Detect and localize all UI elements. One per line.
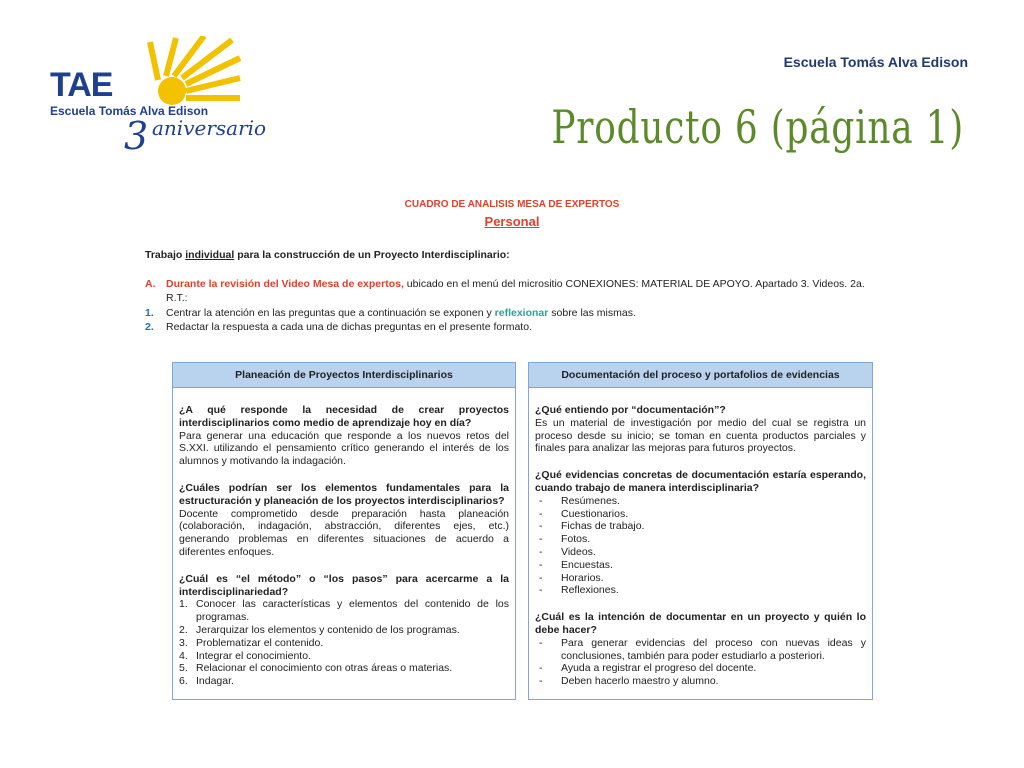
document-heading: CUADRO DE ANALISIS MESA DE EXPERTOS [404,199,620,210]
logo-school: Escuela Tomás Alva Edison [50,104,209,118]
documentation-panel-header: Documentación del proceso y portafolios de evidencias [529,363,872,388]
list-item: 6. Indagar. [179,675,234,688]
planning-panel [172,362,516,700]
list-item: - Encuestas. [539,558,613,571]
list-item: - Fichas de trabajo. [539,520,645,533]
list-item: 2. Jerarquizar los elementos y contenido de los programas. [179,623,460,636]
logo-anniversary-number: 3 [124,114,149,158]
work-title [145,248,885,263]
instruction-2-text: Redactar la respuesta a cada una de dichas preguntas en el presente formato. [166,321,532,333]
steps-list [179,598,509,688]
list-item: - Horarios. [539,571,604,584]
documentation-question-2: ¿Qué evidencias concretas de documentación estaría esperando, cuando trabajo de manera interdisciplinaria? [535,469,866,494]
list-item: - Deben hacerlo maestro y alumno. [539,675,719,688]
evidences-list [535,495,866,597]
instruction-marker: A. [145,277,156,290]
documentation-question-3: ¿Cuál es la intención de documentar en un proyecto y quién lo debe hacer? [535,611,866,636]
list-item: - Ayuda a registrar el progreso del docente. [539,662,757,675]
instruction-marker: 2. [145,321,154,333]
logo-anniversary-text: aniversario [152,116,267,140]
page-title: Producto 6 (página 1) [551,100,964,154]
school-logo [44,36,314,166]
instruction-a-bold: Durante la revisión del Video Mesa de expertos, [166,277,404,290]
sun-logo-icon [122,36,242,111]
list-item: 5. Relacionar el conocimiento con otras áreas o materias. [179,662,453,675]
planning-answer-2: Docente comprometido desde preparación hasta planeación (colaboración, indagación, abstracción, diferentes ejes, etc.) generando problemas en diferentes situaciones de acuerdo a diferentes enfoques. [179,507,509,558]
work-suffix: para la construcción de un Proyecto Interdisciplinario: [234,249,510,261]
planning-question-1: ¿A qué responde la necesidad de crear proyectos interdisciplinarios como medio de aprendizaje hoy en día? [179,404,509,429]
instruction-marker: 1. [145,306,154,319]
instructions [145,248,885,335]
list-item: - Videos. [539,545,596,558]
work-prefix: Trabajo [145,249,186,261]
list-item: - Para generar evidencias del proceso con nuevas ideas y conclusiones, también para poder estudiarlo a posteriori. [539,636,866,662]
instruction-a [145,277,885,306]
planning-answer-1: Para generar una educación que responde a los nuevos retos del S.XXI. utilizando el pensamiento crítico generando el interés de los alumnos y motivando la indagación. [179,429,509,468]
instruction-1-suffix: sobre las mismas. [548,306,636,319]
list-item: - Cuestionarios. [539,507,629,520]
work-underlined: individual [185,249,235,261]
planning-question-3: ¿Cuál es “el método” o “los pasos” para acercarme a la interdisciplinariedad? [179,572,509,598]
documentation-panel [528,362,873,700]
list-item: - Reflexiones. [539,584,619,597]
document-subheading: Personal [484,214,540,229]
intentions-list [535,637,866,688]
list-item: - Fotos. [539,533,591,546]
instruction-a-text: ubicado en el menú del micrositio CONEXIONES: MATERIAL DE APOYO. Apartado 3. Videos. 2a. R.T.: [166,277,865,304]
documentation-question-1: ¿Qué entiendo por “documentación”? [535,404,726,416]
documentation-answer-1: Es un material de investigación por medio del cual se registra un proceso desde su inicio; se toman en cuenta productos parciales y finales para analizar las mejoras para futuros proyectos. [535,416,866,455]
logo-text: TAE [50,66,113,104]
list-item: 4. Integrar el conocimiento. [179,649,311,662]
list-item: 3. Problematizar el contenido. [179,636,324,649]
instruction-1-prefix: Centrar la atención en las preguntas que a continuación se exponen y [166,306,495,319]
instruction-1 [145,306,885,321]
instruction-2 [145,320,885,335]
list-item: - Resúmenes. [539,494,620,507]
list-item: 1. Conocer las características y elementos del contenido de los programas. [179,598,509,624]
instruction-1-highlight: reflexionar [494,306,549,319]
school-name: Escuela Tomás Alva Edison [783,54,968,70]
planning-panel-header: Planeación de Proyectos Interdisciplinarios [173,363,515,388]
planning-question-2: ¿Cuáles podrían ser los elementos fundamentales para la estructuración y planeación de los proyectos interdisciplinarios? [179,481,509,507]
